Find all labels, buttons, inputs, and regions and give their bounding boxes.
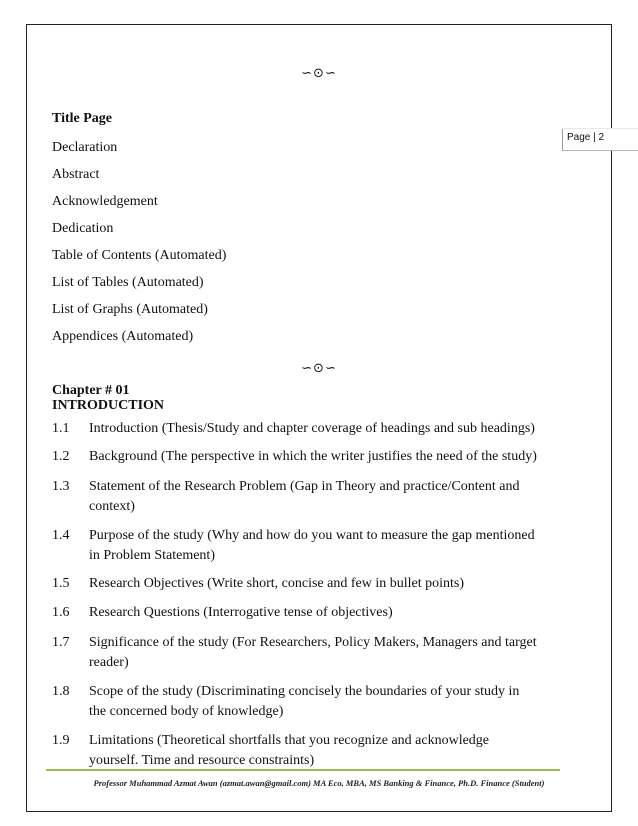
section-title-line: Limitations (Theoretical shortfalls that you recognize and acknowledge (89, 733, 490, 748)
front-matter-item: List of Graphs (Automated) (52, 302, 208, 317)
section-title-line: Statement of the Research Problem (Gap in Theory and practice/Content and (89, 479, 520, 494)
section-number: 1.6 (52, 605, 70, 620)
section-number: 1.9 (52, 733, 70, 748)
page-number: Page | 2 (562, 129, 638, 151)
section-number: 1.3 (52, 479, 70, 494)
section-title (89, 574, 569, 594)
section-number: 1.7 (52, 635, 70, 650)
section-title-line: yourself. Time and resource constraints) (89, 753, 315, 768)
front-matter-list (52, 138, 226, 354)
section-title (89, 603, 569, 623)
section-number: 1.4 (52, 528, 70, 543)
section-title (89, 526, 569, 566)
section-title-line: Significance of the study (For Researchers, Policy Makers, Managers and target (89, 635, 537, 650)
section-title-line: reader) (89, 655, 129, 670)
section-title-line: Background (The perspective in which the writer justifies the need of the study) (89, 449, 537, 464)
footer-author-line: Professor Muhammad Azmat Awan (azmat.awan@gmail.com) MA Eco, MBA, MS Banking & Finance, Ph.D. Finance (Student) (93, 778, 545, 788)
section-number: 1.5 (52, 576, 70, 591)
section-title-line: in Problem Statement) (89, 548, 215, 563)
section-title (89, 419, 569, 439)
ornament-divider-middle: ∽⊙∽ (301, 361, 337, 376)
section-title (89, 682, 569, 722)
footer-rule (46, 769, 560, 771)
front-matter-item: Acknowledgement (52, 194, 158, 209)
front-matter-item: Declaration (52, 140, 118, 155)
ornament-divider-top: ∽⊙∽ (301, 66, 337, 81)
section-title-line: the concerned body of knowledge) (89, 704, 284, 719)
front-matter-item: Appendices (Automated) (52, 329, 194, 344)
section-title (89, 633, 569, 673)
section-title-line: Purpose of the study (Why and how do you want to measure the gap mentioned (89, 528, 535, 543)
section-title-line: context) (89, 499, 135, 514)
section-title (89, 731, 569, 771)
section-title (89, 447, 569, 467)
section-title-line: Research Questions (Interrogative tense of objectives) (89, 605, 393, 620)
section-number: 1.1 (52, 421, 70, 436)
front-matter-item: Abstract (52, 167, 100, 182)
title-page-heading: Title Page (52, 111, 113, 126)
front-matter-item: Dedication (52, 221, 114, 236)
front-matter-item: Table of Contents (Automated) (52, 248, 227, 263)
chapter-number: Chapter # 01 (52, 383, 130, 398)
section-title-line: Scope of the study (Discriminating concisely the boundaries of your study in (89, 684, 520, 699)
section-title-line: Research Objectives (Write short, concise and few in bullet points) (89, 576, 464, 591)
section-title (89, 477, 569, 517)
section-number: 1.8 (52, 684, 70, 699)
chapter-title: INTRODUCTION (52, 398, 165, 413)
section-number: 1.2 (52, 449, 70, 464)
section-title-line: Introduction (Thesis/Study and chapter coverage of headings and sub headings) (89, 421, 535, 436)
front-matter-item: List of Tables (Automated) (52, 275, 204, 290)
chapter-heading (52, 383, 164, 413)
